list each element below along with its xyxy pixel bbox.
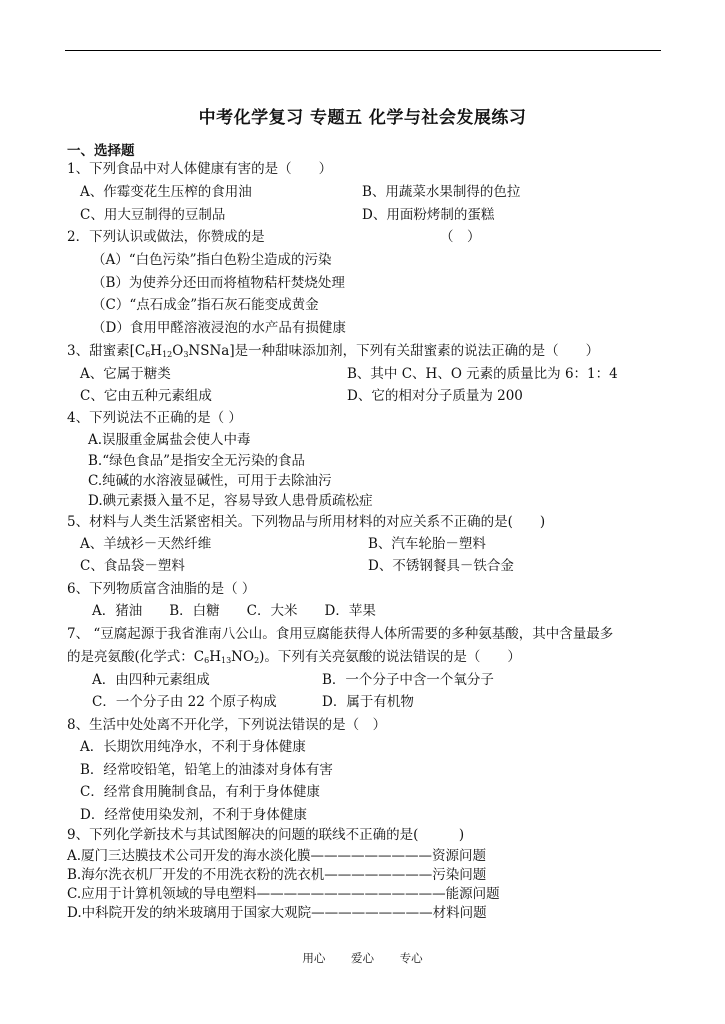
footer-word: 专心 — [399, 951, 423, 965]
q6-options: A．猪油 B．白糖 C．大米 D．苹果 — [92, 603, 376, 619]
q2-option-a: （A）“白色污染”指白色粉尘造成的污染 — [92, 252, 332, 268]
q5-option-c: C、食品袋－塑料 — [80, 558, 185, 574]
q3-stem: 3、甜蜜素$[C_6H_{12}O_3NSNa]$是一种甜味添加剂，下列有关甜蜜素的说法正确的是（ ） — [67, 343, 600, 359]
q3-option-c: C、它由五种元素组成 — [80, 388, 212, 404]
q7-stem-line1: 7、 “豆腐起源于我省淮南八公山。食用豆腐能获得人体所需要的多种氨基酸，其中含量最多 — [67, 626, 614, 642]
q9-option-b: B.海尔洗衣机厂开发的不用洗衣粉的洗衣机————————污染问题 — [67, 867, 487, 883]
q2-option-d: （D）食用甲醛溶液浸泡的水产品有损健康 — [92, 320, 346, 336]
q2-option-b: （B）为使养分还田而将植物秸杆焚烧处理 — [92, 275, 345, 291]
page-footer — [0, 950, 725, 966]
q4-option-c: C.纯碱的水溶液显碱性，可用于去除油污 — [88, 473, 332, 489]
header-rule — [65, 50, 661, 51]
section-heading: 一、选择题 — [67, 143, 135, 159]
q8-option-a: A．长期饮用纯净水，不利于身体健康 — [80, 739, 306, 755]
q8-option-d: D．经常使用染发剂，不利于身体健康 — [80, 807, 307, 823]
q3-option-d: D、它的相对分子质量为 200 — [347, 388, 523, 404]
q8-option-c: C．经常食用腌制食品，有利于身体健康 — [80, 784, 320, 800]
q1-option-d: D、用面粉烤制的蛋糕 — [362, 207, 495, 223]
q8-stem: 8、生活中处处离不开化学，下列说法错误的是（ ） — [67, 717, 387, 733]
q5-option-a: A、羊绒衫－天然纤维 — [80, 536, 212, 552]
q1-option-a: A、作霉变花生压榨的食用油 — [80, 184, 252, 200]
q1-option-c: C、用大豆制得的豆制品 — [80, 207, 226, 223]
q4-stem: 4、下列说法不正确的是（ ） — [67, 410, 242, 426]
q2-stem: 2．下列认识或做法，你赞成的是 — [67, 229, 265, 245]
q4-option-d: D.碘元素摄入量不足，容易导致人患骨质疏松症 — [88, 493, 373, 509]
q6-stem: 6、下列物质富含油脂的是（ ） — [67, 581, 256, 597]
q5-option-d: D、不锈钢餐具－铁合金 — [368, 558, 514, 574]
q8-option-b: B．经常咬铅笔，铅笔上的油漆对身体有害 — [80, 762, 333, 778]
footer-word: 爱心 — [351, 951, 374, 965]
q5-stem: 5、材料与人类生活紧密相关。下列物品与所用材料的对应关系不正确的是( ) — [67, 514, 546, 530]
q7-option-b: B．一个分子中含一个氧分子 — [322, 672, 494, 688]
q3-option-b: B、其中 C、H、O 元素的质量比为 6：1：4 — [347, 366, 618, 382]
q1-option-b: B、用蔬菜水果制得的色拉 — [362, 184, 521, 200]
q9-option-c: C.应用于计算机领域的导电塑料——————————————能源问题 — [67, 886, 500, 902]
q9-stem: 9、下列化学新技术与其试图解决的问题的联线不正确的是( ) — [67, 827, 465, 843]
q9-option-d: D.中科院开发的纳米玻璃用于国家大观院—————————材料问题 — [67, 905, 487, 921]
q7-stem-line2: 的是亮氨酸(化学式：$C_6H_{13}NO_2$)。下列有关亮氨酸的说法错误的是（ ） — [67, 649, 521, 665]
q5-option-b: B、汽车轮胎－塑料 — [368, 536, 486, 552]
q7-option-d: D．属于有机物 — [322, 694, 414, 710]
q7-option-c: C．一个分子由 22 个原子构成 — [92, 694, 277, 710]
page-title: 中考化学复习 专题五 化学与社会发展练习 — [198, 108, 527, 128]
footer-word: 用心 — [302, 951, 326, 965]
q9-option-a: A.厦门三达膜技术公司开发的海水淡化膜—————————资源问题 — [67, 848, 487, 864]
q4-option-a: A.误服重金属盐会使人中毒 — [88, 432, 251, 448]
q7-option-a: A．由四种元素组成 — [92, 672, 210, 688]
q2-option-c: （C）“点石成金”指石灰石能变成黄金 — [92, 297, 319, 313]
q2-answer-paren: （ ） — [440, 229, 481, 245]
q3-option-a: A、它属于糖类 — [80, 366, 171, 382]
q1-stem: 1、下列食品中对人体健康有害的是（ ） — [67, 161, 333, 177]
q4-option-b: B.“绿色食品”是指安全无污染的食品 — [88, 453, 306, 469]
